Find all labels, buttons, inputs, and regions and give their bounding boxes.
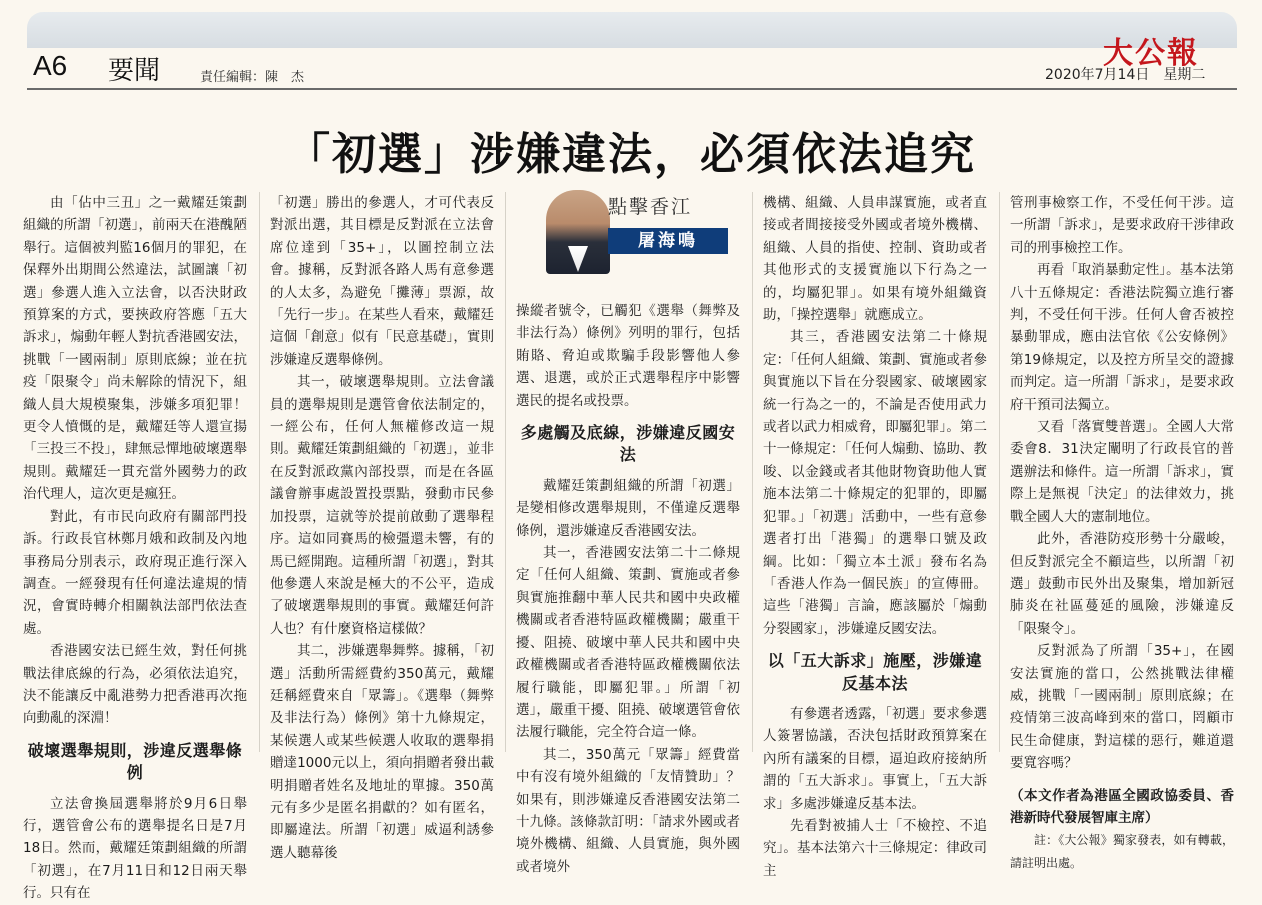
article-column-1 bbox=[23, 192, 247, 905]
column-divider bbox=[752, 192, 753, 752]
paragraph: 其一，破壞選舉規則。立法會議員的選舉規則是選管會依法制定的，一經公布，任何人無權修改這一規則。戴耀廷策劃組織的「初選」，並非在反對派政黨內部投票，而是在各區議會辦事處設置投票點，發動市民參加投票，這就等於提前啟動了選舉程序。這如同賽馬的檢彊還未響，有的馬已經開跑。這種所謂「初選」，對其他參選人來說是極大的不公平，造成了破壞選舉規則的事實。戴耀廷何許人也？有什麼資格這樣做？ bbox=[270, 374, 494, 637]
paragraph: 戴耀廷策劃組織的所謂「初選」是變相修改選舉規則，不僅違反選舉條例，還涉嫌違反香港國安法。 bbox=[516, 477, 740, 539]
paragraph: 對此，有市民向政府有關部門投訴。行政長官林鄭月娥和政制及內地事務局分別表示，政府現正進行深入調查。一經發現有任何違法違規的情況，會實時轉介相關執法部門依法查處。 bbox=[23, 508, 247, 637]
article-headline: 「初選」涉嫌違法，必須依法追究 bbox=[286, 129, 976, 180]
article-column-3 bbox=[516, 192, 740, 878]
paragraph: 又看「落實雙普選」。全國人大常委會8．31決定闡明了行政長官的普選辦法和條件。這一所謂「訴求」，實際上是無視「決定」的法律效力，挑戰全國人大的憲制地位。 bbox=[1010, 419, 1234, 525]
column-divider bbox=[505, 192, 506, 752]
header-band bbox=[27, 12, 1237, 48]
article-column-2 bbox=[270, 192, 494, 864]
copyright-note: 註：《大公報》獨家發表，如有轉載，請註明出處。 bbox=[1010, 833, 1234, 870]
article-column-4 bbox=[763, 192, 987, 882]
author-note: （本文作者為港區全國政協委員、香港新時代發展智庫主席） bbox=[1010, 787, 1234, 826]
column-tag: 點擊香江 bbox=[608, 196, 693, 218]
paragraph: 反對派為了所謂「35+」，在國安法實施的當口，公然挑戰法律權威，挑戰「一國兩制」原則底線；在疫情第三波高峰到來的當口，罔顧市民生命健康，對這樣的惡行，難道還要寬容嗎？ bbox=[1010, 643, 1234, 772]
paragraph: 由「佔中三丑」之一戴耀廷策劃組織的所謂「初選」，前兩天在港醜陋舉行。這個被判監16個月的罪犯，在保釋外出期間公然違法，試圖讓「初選」參選人進入立法會，以否決財政預算案的方式，要挾政府答應「五大訴求」，煽動年輕人對抗香港國安法，挑戰「一國兩制」原則底線；並在抗疫「限聚令」尚未解除的情況下，組織人員大規模聚集，涉嫌多項犯罪！更令人憤慨的是，戴耀廷等人還宣揚「三投三不投」，肆無忌憚地破壞選舉規則。戴耀廷一貫充當外國勢力的政治代理人，這次更是瘋狂。 bbox=[23, 195, 247, 503]
paragraph: 此外，香港防疫形勢十分嚴峻，但反對派完全不顧這些，以所謂「初選」鼓動市民外出及聚集，增加新冠肺炎在社區蔓延的風險，涉嫌違反「限聚令」。 bbox=[1010, 531, 1234, 637]
paragraph: 其一，香港國安法第二十二條規定「任何人組織、策劃、實施或者參與實施推翻中華人民共和國中央政權機關或者香港特區政權機關；嚴重干擾、阻撓、破壞中華人民共和國中央政權機關或者香港特區政權機關依法履行職能，即屬犯罪。」所謂「初選」，嚴重干擾、阻撓、破壞選管會依法履行職能，完全符合這一條。 bbox=[516, 545, 740, 741]
page-number: A6 bbox=[33, 50, 68, 81]
paragraph: 先看對被捕人士「不檢控、不追究」。基本法第六十三條規定：律政司主 bbox=[763, 817, 987, 879]
article-column-5 bbox=[1010, 192, 1234, 874]
paragraph: 再看「取消暴動定性」。基本法第八十五條規定：香港法院獨立進行審判，不受任何干涉。任何人會否被控暴動罪成，應由法官依《公安條例》第19條規定，以及控方所呈交的證據而判定。這一所謂「訴求」，是要求政府干預司法獨立。 bbox=[1010, 262, 1234, 413]
section-title: 要聞 bbox=[108, 56, 161, 86]
paragraph: 其二，涉嫌選舉舞弊。據稱，「初選」活動所需經費約350萬元，戴耀廷稱經費來自「眾籌」。《選舉（舞弊及非法行為）條例》第十九條規定，某候選人或某些候選人收取的選舉捐贈達1000元以上，須向捐贈者發出載明捐贈者姓名及地址的單據。350萬元有多少是匿名捐獻的？如有匿名，即屬違法。所謂「初選」威逼利誘參選人聽幕後 bbox=[270, 643, 494, 861]
columnist-box bbox=[516, 186, 740, 294]
paragraph: 管刑事檢察工作，不受任何干涉。這一所謂「訴求」，是要求政府干涉律政司的刑事檢控工作。 bbox=[1010, 195, 1234, 256]
column-divider bbox=[999, 192, 1000, 752]
issue-date: 2020年7月14日 星期二 bbox=[1045, 67, 1206, 83]
paragraph: 有參選者透露，「初選」要求參選人簽署協議，否決包括財政預算案在內所有議案的目標，逼迫政府接納所謂的「五大訴求」。事實上，「五大訴求」多處涉嫌違反基本法。 bbox=[763, 705, 987, 812]
paragraph: 立法會換屆選舉將於9月6日舉行，選管會公布的選舉提名日是7月18日。然而，戴耀廷策劃組織的所謂「初選」，在7月11日和12日兩天舉行。只有在 bbox=[23, 795, 247, 902]
paragraph: 機構、組織、人員串謀實施，或者直接或者間接接受外國或者境外機構、組織、人員的指使、控制、資助或者其他形式的支援實施以下行為之一的，均屬犯罪」。如果有境外組織資助，「操控選舉」就應成立。 bbox=[763, 195, 987, 324]
paragraph: 其二，350萬元「眾籌」經費當中有沒有境外組織的「友情贊助」？如果有，則涉嫌違反香港國安法第二十九條。該條款訂明：「請求外國或者境外機構、組織、人員實施，與外國或者境外 bbox=[516, 746, 740, 875]
editor-credit: 責任編輯：陳 杰 bbox=[200, 70, 305, 85]
newspaper-logo: 大公報 bbox=[1103, 36, 1199, 71]
paragraph: 操縱者號令，已觸犯《選舉（舞弊及非法行為）條例》列明的罪行，包括賄賂、脅迫或欺騙手段影響他人參選、退選，或於正式選舉程序中影響選民的提名或投票。 bbox=[516, 303, 740, 409]
paragraph: 香港國安法已經生效，對任何挑戰法律底線的行為，必須依法追究，決不能讓反中亂港勢力把香港再次拖向動亂的深淵！ bbox=[23, 643, 247, 727]
header-rule bbox=[27, 88, 1237, 90]
subheading: 破壞選舉規則，涉違反選舉條例 bbox=[27, 740, 243, 783]
columnist-name: 屠海鳴 bbox=[608, 228, 728, 254]
columnist-photo bbox=[546, 190, 610, 274]
paragraph: 其三，香港國安法第二十條規定：「任何人組織、策劃、實施或者參與實施以下旨在分裂國家、破壞國家統一行為之一的，不論是否使用武力或者以武力相威脅，即屬犯罪」。第二十一條規定：「任何人煽動、協助、教唆、以金錢或者其他財物資助他人實施本法第二十條規定的犯罪的，即屬犯罪。」「初選」活動中，一些有意參選者打出「港獨」的選舉口號及政綱。比如：「獨立本土派」發布名為「香港人作為一個民族」的宣傳冊。這些「港獨」言論，應該屬於「煽動分裂國家」，涉嫌違反國安法。 bbox=[763, 329, 987, 637]
column-divider bbox=[259, 192, 260, 752]
paragraph: 「初選」勝出的參選人，才可代表反對派出選，其目標是反對派在立法會席位達到「35+」，以圖控制立法會。據稱，反對派各路人馬有意參選的人太多，為避免「攤薄」票源，故「先行一步」。在某些人看來，戴耀廷這個「創意」似有「民意基礎」，實則涉嫌違反選舉條例。 bbox=[270, 195, 494, 368]
subheading: 以「五大訴求」施壓，涉嫌違反基本法 bbox=[767, 651, 983, 693]
subheading: 多處觸及底線，涉嫌違反國安法 bbox=[520, 423, 736, 465]
